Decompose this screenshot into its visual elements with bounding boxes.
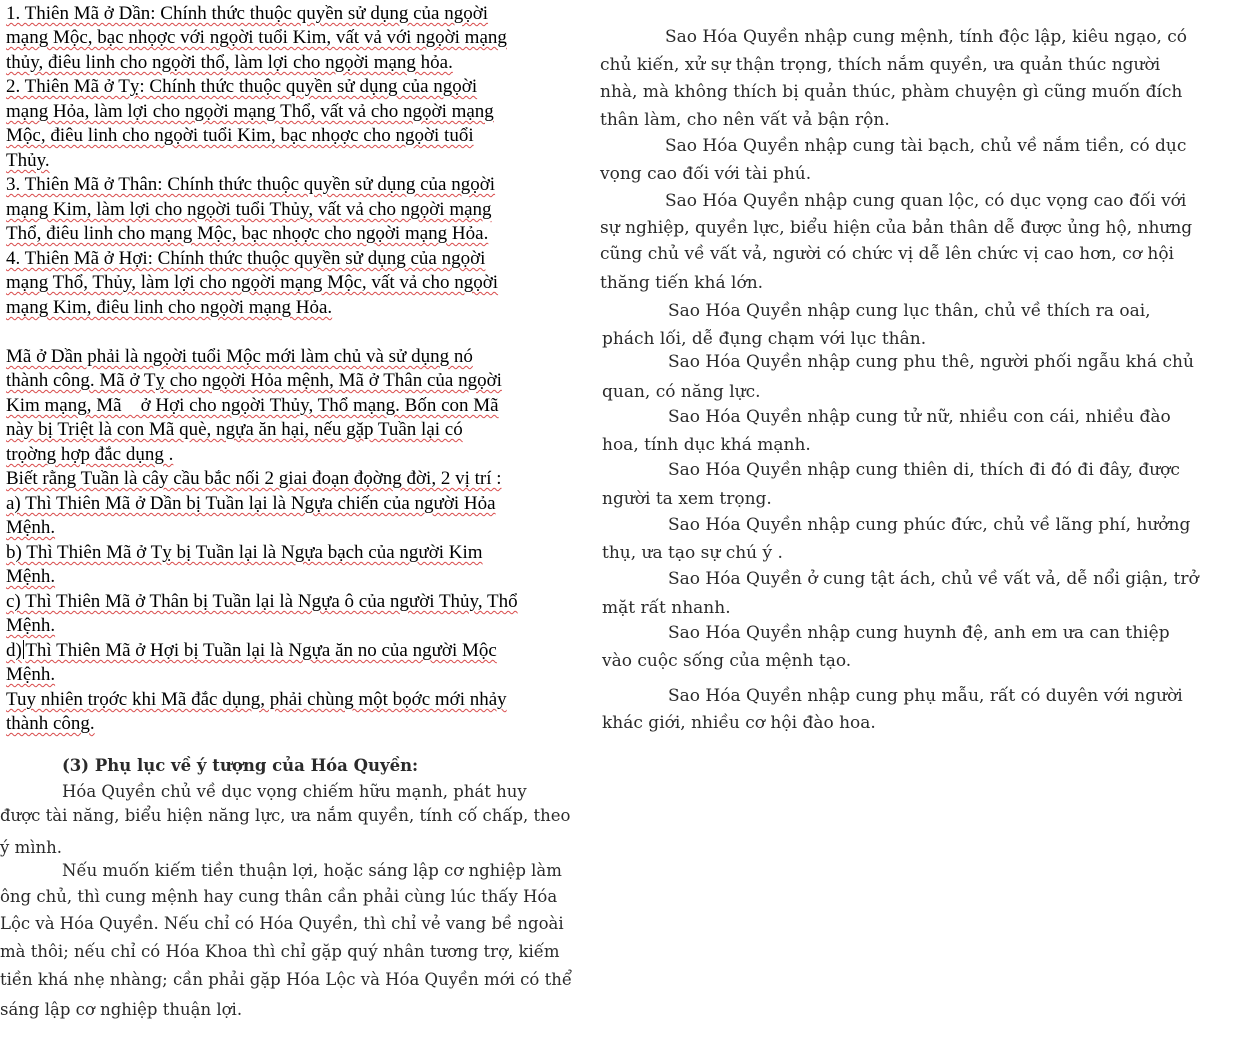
- left-line: Mã ở Dần phải là ngọời tuổi Mộc mới làm chủ và sử dụng nó: [6, 346, 473, 367]
- left-line: Tuy nhiên trọớc khi Mã đắc dụng, phải chùng một bọớc mới nhảy: [6, 689, 507, 710]
- left-line: a) Thì Thiên Mã ở Dần bị Tuần lại là Ngựa chiến của người Hỏa: [6, 493, 496, 514]
- scan-line: Sao Hóa Quyền nhập cung lục thân, chủ về thích ra oai,: [668, 301, 1151, 321]
- appendix-heading: (3) Phụ lục về ý tượng của Hóa Quyền:: [62, 756, 419, 775]
- scan-line: Sao Hóa Quyền nhập cung tử nữ, nhiều con cái, nhiều đào: [668, 407, 1171, 427]
- scan-line: Sao Hóa Quyền nhập cung mệnh, tính độc lập, kiêu ngạo, có: [665, 27, 1188, 47]
- scan-line: sáng lập cơ nghiệp thuận lợi.: [0, 1000, 243, 1019]
- scan-line: ông chủ, thì cung mệnh hay cung thân cần phải cùng lúc thấy Hóa: [0, 887, 558, 906]
- left-line: trọờng hợp đắc dụng .: [6, 444, 174, 465]
- scan-line: người ta xem trọng.: [602, 489, 772, 509]
- left-line: Mệnh.: [6, 615, 56, 636]
- left-line: 1. Thiên Mã ở Dần: Chính thức thuộc quyền sử dụng của ngọời: [6, 3, 489, 24]
- scan-line: cũng chủ về vất vả, người có chức vị dễ lên chức vị cao hơn, cơ hội: [600, 244, 1174, 264]
- left-line: 3. Thiên Mã ở Thân: Chính thức thuộc quyền sử dụng của ngọời: [6, 174, 496, 195]
- scan-line: Sao Hóa Quyền nhập cung thiên di, thích đi đó đi đây, được: [668, 460, 1180, 480]
- left-line: mạng Kim, điêu linh cho ngọời mạng Hỏa.: [6, 297, 333, 318]
- left-line: Mệnh.: [6, 566, 56, 587]
- scan-line: Sao Hóa Quyền nhập cung phu thê, người phối ngẫu khá chủ: [668, 352, 1194, 372]
- left-line: Biết rằng Tuần là cây cầu bắc nối 2 giai đoạn đọờng đời, 2 vị trí :: [6, 468, 502, 489]
- scan-line: Sao Hóa Quyền nhập cung phụ mẫu, rất có duyên với người: [668, 686, 1183, 706]
- scan-line: vọng cao đối với tài phú.: [600, 164, 812, 184]
- scan-line: được tài năng, biểu hiện năng lực, ưa nắm quyền, tính cố chấp, theo: [0, 806, 571, 825]
- scan-line: phách lối, dễ đụng chạm với lục thân.: [602, 329, 927, 349]
- scan-line: chủ kiến, xử sự thận trọng, thích nắm quyền, ưa quản thúc người: [600, 55, 1161, 75]
- scan-line: nhà, mà không thích bị quản thúc, phàm chuyện gì cũng muốn đích: [600, 82, 1183, 102]
- scan-line: Hóa Quyền chủ về dục vọng chiếm hữu mạnh, phát huy: [62, 782, 527, 801]
- scan-line: khác giới, nhiều cơ hội đào hoa.: [602, 713, 876, 733]
- left-line: này bị Triệt là con Mã què, ngựa ăn hại, nếu gặp Tuần lại có: [6, 419, 463, 440]
- left-line: Thổ, điêu linh cho mạng Mộc, bạc nhọợc cho ngọời mạng Hỏa.: [6, 223, 489, 244]
- scan-line: tiền khá nhẹ nhàng; cần phải gặp Hóa Lộc và Hóa Quyền mới có thể: [0, 970, 572, 989]
- scan-line: thụ, ưa tạo sự chú ý .: [602, 543, 783, 563]
- scan-line: Lộc và Hóa Quyền. Nếu chỉ có Hóa Quyền, thì chỉ vẻ vang bề ngoài: [0, 914, 564, 933]
- left-line: Mệnh.: [6, 664, 56, 685]
- scan-line: Sao Hóa Quyền nhập cung quan lộc, có dục vọng cao đối với: [665, 191, 1187, 211]
- left-line: 2. Thiên Mã ở Tỵ: Chính thức thuộc quyền sử dụng của ngọời: [6, 76, 478, 97]
- scan-line: Sao Hóa Quyền ở cung tật ách, chủ về vất vả, dễ nổi giận, trở: [668, 569, 1199, 589]
- left-line: Mệnh.: [6, 517, 56, 538]
- left-line: mạng Thổ, Thủy, làm lợi cho ngọời mạng Mộc, vất vả cho ngọời: [6, 272, 499, 293]
- left-line: Mộc, điêu linh cho ngọời tuổi Kim, bạc nhọợc cho ngọời tuổi: [6, 125, 474, 146]
- left-line: b) Thì Thiên Mã ở Tỵ bị Tuần lại là Ngựa bạch của người Kim: [6, 542, 483, 563]
- left-line: thủy, điêu linh cho ngọời thổ, làm lợi cho ngọời mạng hỏa.: [6, 52, 453, 73]
- left-line: Kim mạng, Mã ở Hợi cho ngọời Thủy, Thổ mạng. Bốn con Mã: [6, 395, 499, 416]
- left-line: Thủy.: [6, 150, 50, 171]
- scan-line: thân làm, cho nên vất vả bận rộn.: [600, 110, 890, 130]
- left-line: c) Thì Thiên Mã ở Thân bị Tuần lại là Ngựa ô của người Thủy, Thổ: [6, 591, 518, 612]
- left-line[interactable]: d) Thì Thiên Mã ở Hợi bị Tuần lại là Ngựa ăn no của người Mộc: [6, 640, 497, 661]
- left-line: 4. Thiên Mã ở Hợi: Chính thức thuộc quyền sử dụng của ngọời: [6, 248, 486, 269]
- left-line: mạng Mộc, bạc nhọợc với ngọời tuổi Kim, vất vả với ngọời mạng: [6, 27, 507, 48]
- scan-line: mặt rất nhanh.: [602, 598, 731, 618]
- left-line: mạng Kim, làm lợi cho ngọời tuổi Thủy, vất vả cho ngọời mạng: [6, 199, 492, 220]
- scan-line: vào cuộc sống của mệnh tạo.: [602, 651, 852, 671]
- scan-line: thăng tiến khá lớn.: [600, 273, 764, 293]
- left-line: thành công.: [6, 713, 95, 734]
- left-line: thành công. Mã ở Tỵ cho ngọời Hỏa mệnh, Mã ở Thân của ngọời: [6, 370, 502, 391]
- scan-line: ý mình.: [0, 838, 62, 857]
- scan-line: Sao Hóa Quyền nhập cung huynh đệ, anh em ưa can thiệp: [668, 623, 1170, 643]
- scan-line: Sao Hóa Quyền nhập cung tài bạch, chủ về nắm tiền, có dục: [665, 136, 1187, 156]
- scan-line: mà thôi; nếu chỉ có Hóa Khoa thì chỉ gặp quý nhân tương trợ, kiếm: [0, 942, 560, 961]
- scan-line: hoa, tính dục khá mạnh.: [602, 435, 811, 455]
- left-line: mạng Hỏa, làm lợi cho ngọời mạng Thổ, vất vả cho ngọời mạng: [6, 101, 494, 122]
- scan-line: Nếu muốn kiếm tiền thuận lợi, hoặc sáng lập cơ nghiệp làm: [62, 861, 562, 880]
- scan-line: sự nghiệp, quyền lực, biểu hiện của bản thân dễ được ủng hộ, nhưng: [600, 218, 1193, 238]
- scan-line: quan, có năng lực.: [602, 382, 761, 402]
- scan-line: Sao Hóa Quyền nhập cung phúc đức, chủ về lãng phí, hưởng: [668, 515, 1191, 535]
